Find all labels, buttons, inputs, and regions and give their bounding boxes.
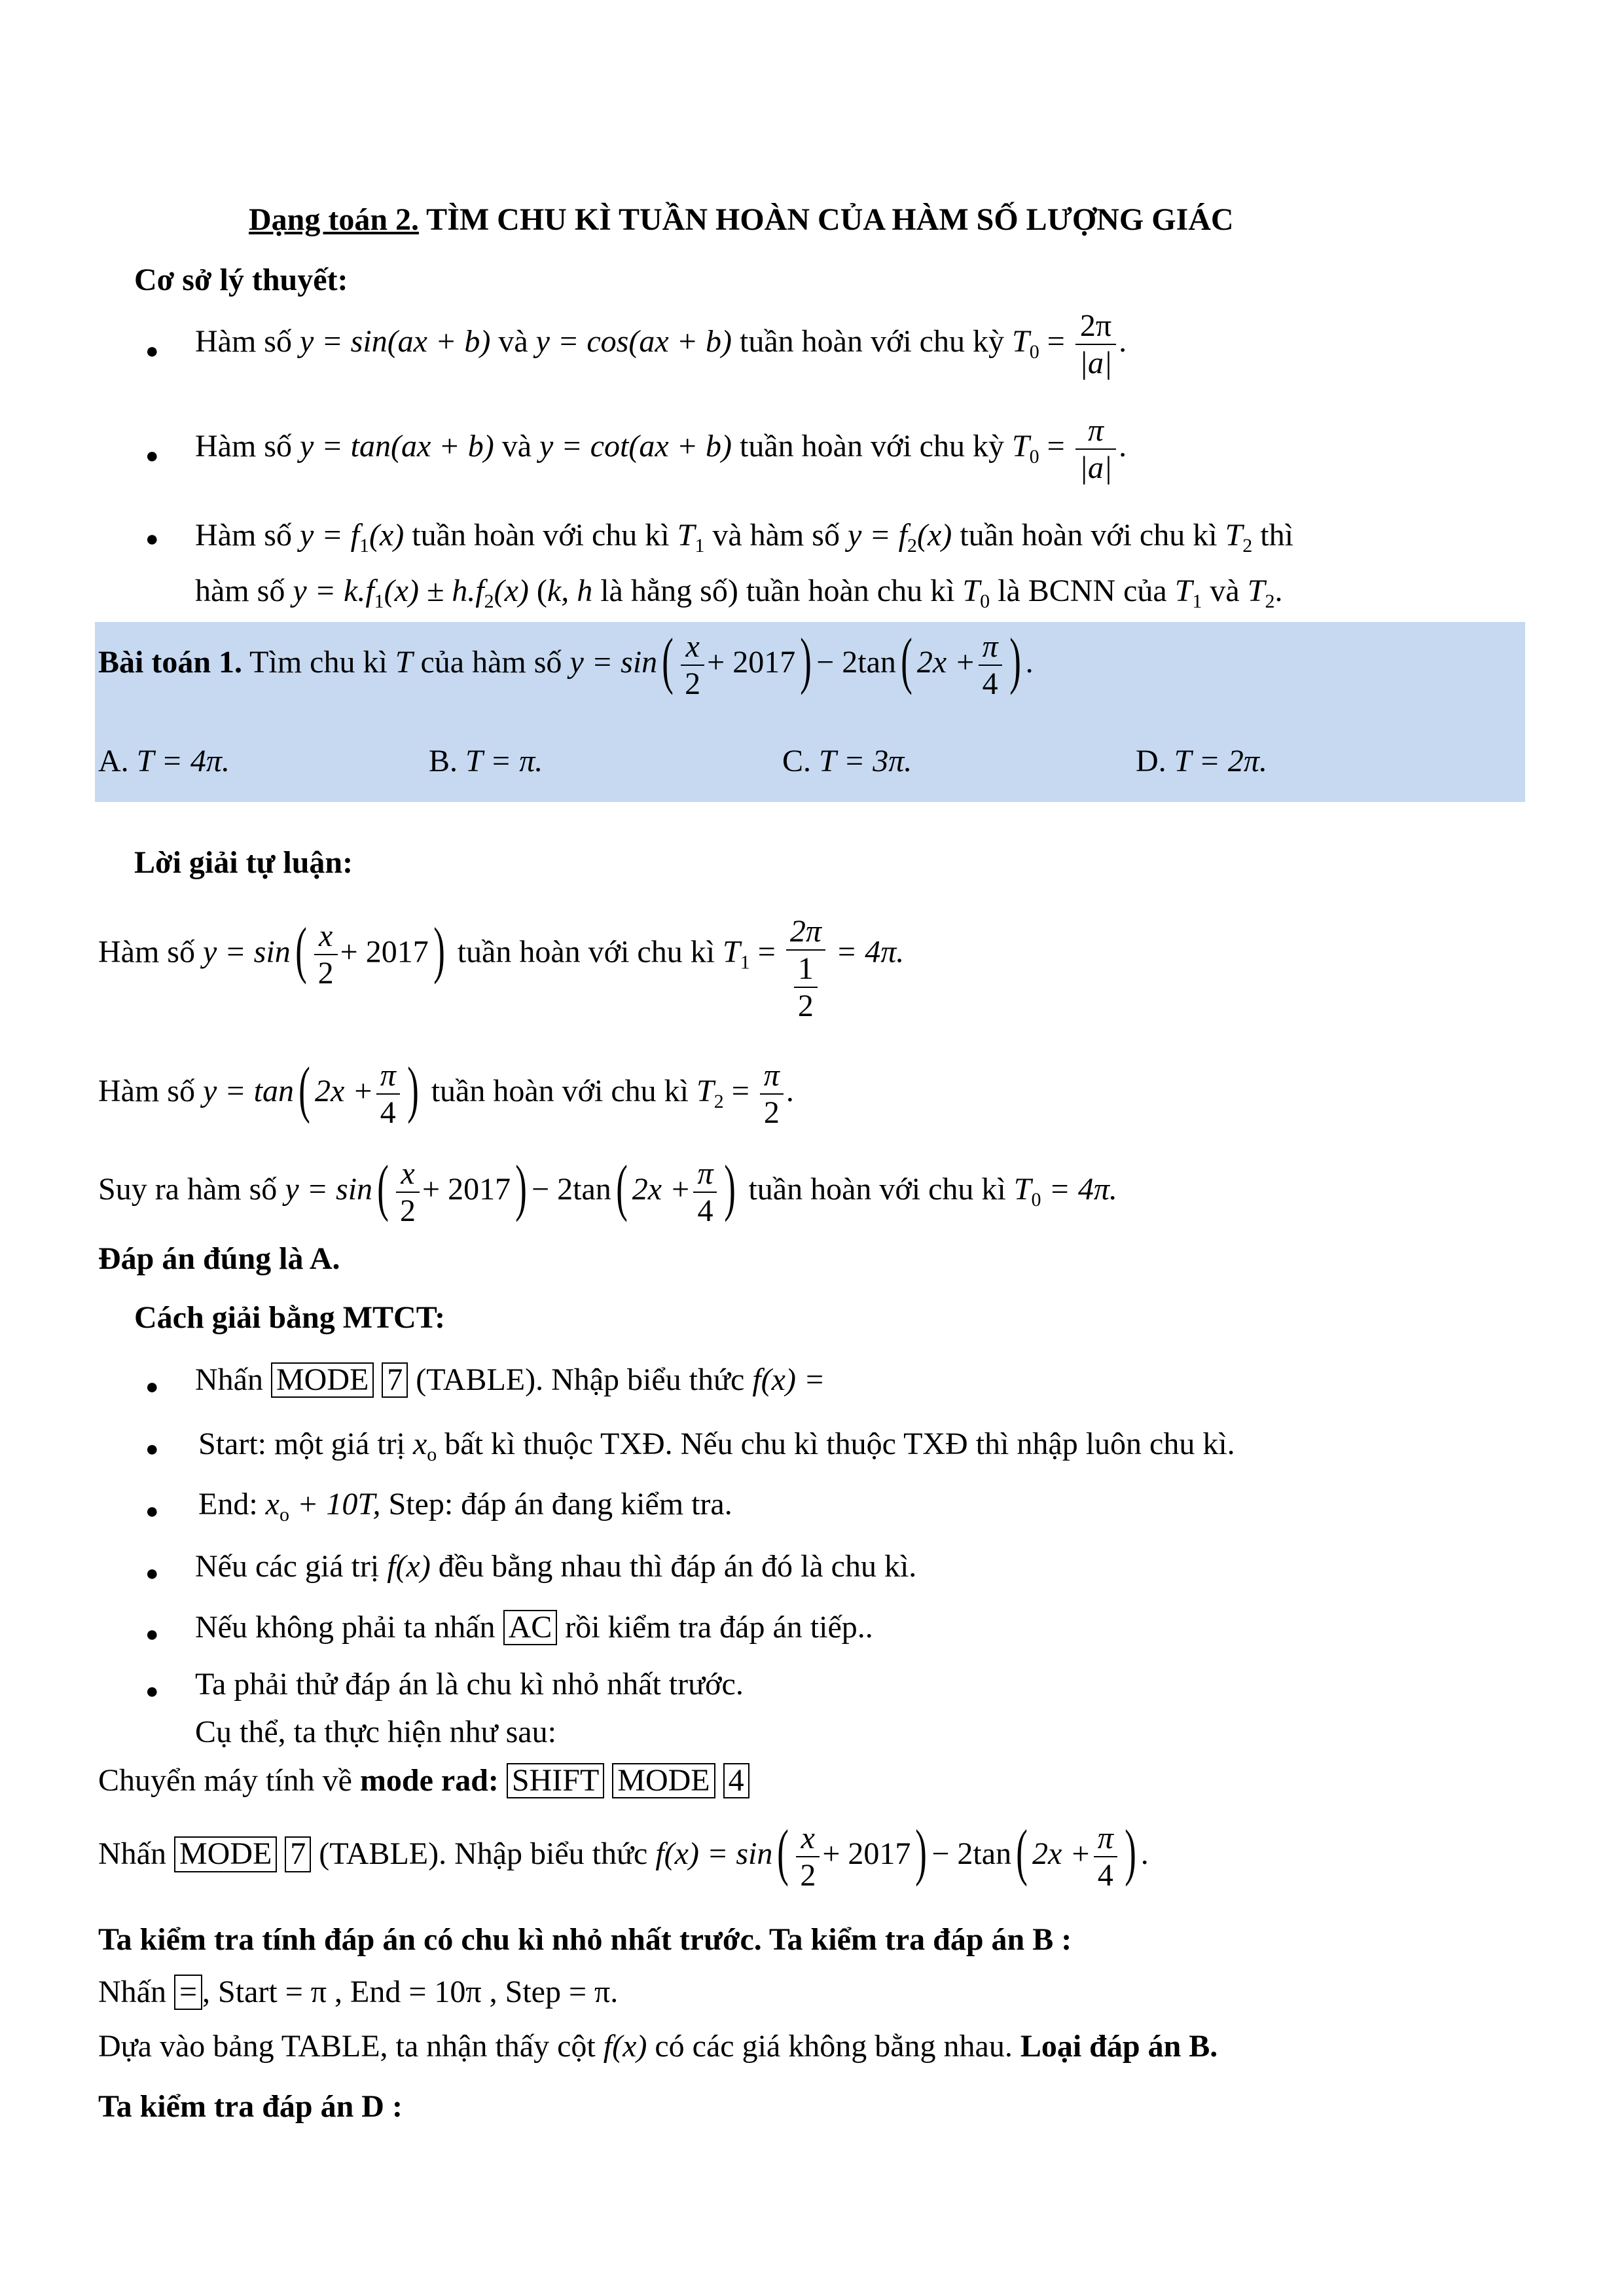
subscript: 2 xyxy=(484,591,494,612)
mode-key: MODE xyxy=(612,1763,715,1798)
bullet-icon: ● xyxy=(145,1499,159,1523)
bullet-icon: ● xyxy=(145,1375,159,1399)
numerator: π xyxy=(982,629,998,664)
right-paren: ) xyxy=(433,915,445,985)
text: và xyxy=(501,429,539,464)
equals-key: = xyxy=(174,1975,202,2010)
text: tuần hoàn với chu kì xyxy=(748,1172,1014,1207)
solution-line-2 xyxy=(98,1054,794,1131)
text: ( xyxy=(536,574,547,608)
math: T xyxy=(696,1074,714,1109)
problem-statement xyxy=(98,625,1034,702)
left-paren: ( xyxy=(377,1152,389,1223)
right-paren: ) xyxy=(915,1817,928,1887)
calc-heading: Cách giải bằng MTCT: xyxy=(134,1300,446,1335)
solution-line-1 xyxy=(98,913,904,1025)
mode-rad-line xyxy=(98,1762,749,1798)
left-paren: ( xyxy=(901,625,912,696)
theory-bullet-2 xyxy=(195,412,1127,486)
text: và xyxy=(1210,574,1248,608)
text: (TABLE). Nhập biểu thức xyxy=(311,1836,656,1872)
bullet-icon: ● xyxy=(145,1437,159,1461)
numerator: x xyxy=(319,919,333,954)
mode-key: MODE xyxy=(174,1836,277,1872)
text: = xyxy=(1039,324,1073,359)
text: . xyxy=(1025,645,1034,680)
math: (x) xyxy=(494,574,529,608)
option-value: T = 2π. xyxy=(1174,744,1267,778)
denominator: 2 xyxy=(760,1093,784,1131)
text: . xyxy=(785,1074,794,1109)
text: Nhấn xyxy=(98,1975,174,2009)
bullet-icon: ● xyxy=(145,444,159,468)
fraction xyxy=(1094,1820,1117,1893)
text: tuần hoàn với chu kì xyxy=(412,518,677,553)
denominator: 2 xyxy=(796,1856,820,1893)
option-letter: B. xyxy=(429,744,458,778)
theory-bullet-1 xyxy=(195,308,1127,381)
right-paren: ) xyxy=(1124,1817,1136,1887)
subscript: 2 xyxy=(1242,535,1253,556)
math: T xyxy=(1013,1172,1032,1207)
denominator: |a| xyxy=(1075,448,1116,486)
math: T xyxy=(723,934,740,970)
math: − 2tan xyxy=(816,645,896,680)
subscript: o xyxy=(279,1504,289,1525)
denominator: 4 xyxy=(376,1093,400,1131)
math: 2x + xyxy=(314,1074,374,1109)
math: + 2017 xyxy=(822,1836,911,1872)
calc-bullet-6 xyxy=(195,1666,744,1702)
subscript: 1 xyxy=(740,951,750,974)
math: 2x + xyxy=(916,645,976,680)
right-paren: ) xyxy=(1009,625,1021,696)
numerator: π xyxy=(697,1156,713,1191)
text: rồi kiểm tra đáp án tiếp.. xyxy=(557,1610,873,1645)
option-b[interactable] xyxy=(429,743,543,779)
denominator: 2 xyxy=(794,987,818,1024)
key-7: 7 xyxy=(285,1836,311,1872)
text: . xyxy=(1274,574,1283,608)
text: (TABLE). Nhập biểu thức xyxy=(408,1362,753,1397)
math: y = tan(ax + b) xyxy=(299,429,494,464)
calc-bullet-2 xyxy=(198,1426,1235,1467)
start-end-line xyxy=(98,1974,618,2010)
fraction xyxy=(796,1820,820,1893)
numerator: 1 xyxy=(797,951,814,987)
fraction xyxy=(794,951,818,1024)
right-paren: ) xyxy=(800,625,812,696)
math: y = k.f xyxy=(293,574,374,608)
option-value: T = π. xyxy=(465,744,543,778)
subscript: 2 xyxy=(713,1091,724,1113)
math: T xyxy=(1247,574,1265,608)
text: = xyxy=(1039,429,1073,464)
math: + 2017 xyxy=(707,645,796,680)
denominator: 2 xyxy=(314,954,338,991)
calc-bullet-6-continued: Cụ thể, ta thực hiện như sau: xyxy=(195,1715,556,1749)
text: . xyxy=(1119,324,1127,359)
fraction xyxy=(1075,412,1116,486)
text: Tìm chu kì xyxy=(242,645,395,680)
math: + 2017 xyxy=(340,934,429,970)
text: , Start = π , End = 10π , Step = π. xyxy=(202,1975,619,2009)
text: Chuyển máy tính về xyxy=(98,1763,360,1798)
text: Nếu không phải ta nhấn xyxy=(195,1610,503,1645)
calc-bullet-5 xyxy=(195,1609,873,1645)
correct-answer: Đáp án đúng là A. xyxy=(98,1241,340,1276)
text: Step: đáp án đang kiểm tra. xyxy=(380,1487,732,1522)
right-paren: ) xyxy=(515,1152,527,1223)
option-d[interactable] xyxy=(1136,743,1267,779)
math: T xyxy=(1011,429,1030,464)
denominator: 4 xyxy=(693,1192,717,1229)
left-paren: ( xyxy=(298,1054,310,1125)
bullet-icon: ● xyxy=(145,1561,159,1586)
left-paren: ( xyxy=(295,915,307,985)
math: 2x + xyxy=(1032,1836,1091,1872)
title-text: TÌM CHU KÌ TUẦN HOÀN CỦA HÀM SỐ LƯỢNG GIÁC xyxy=(419,202,1234,237)
right-paren: ) xyxy=(724,1152,736,1223)
bullet-icon: ● xyxy=(145,1622,159,1647)
key-7: 7 xyxy=(382,1362,408,1398)
fraction xyxy=(979,629,1002,702)
math: T xyxy=(962,574,981,608)
math: T xyxy=(1011,324,1030,359)
calc-bullet-1 xyxy=(195,1362,825,1398)
math: k, h xyxy=(547,574,593,608)
option-value: T = 4π. xyxy=(136,744,230,778)
math: y = f xyxy=(299,518,360,553)
numerator: x xyxy=(801,1821,815,1855)
text: Hàm số xyxy=(98,934,203,970)
numerator: 2π xyxy=(1079,308,1112,343)
text: Hàm số xyxy=(195,429,300,464)
fraction xyxy=(681,629,704,702)
option-value: T = 3π. xyxy=(819,744,912,778)
text: Nhấn xyxy=(195,1362,271,1397)
math: y = f xyxy=(847,518,907,553)
math: f(x) xyxy=(387,1549,431,1584)
theory-bullet-3-line-1 xyxy=(195,517,1293,558)
math: y = sin(ax + b) xyxy=(299,324,491,359)
bullet-icon: ● xyxy=(145,527,159,551)
solution-heading: Lời giải tự luận: xyxy=(134,845,353,880)
numerator: π xyxy=(763,1058,780,1093)
bullet-icon: ● xyxy=(145,1679,159,1704)
text: Dựa vào bảng TABLE, ta nhận thấy cột xyxy=(98,2029,604,2064)
math: (x) ± h.f xyxy=(384,574,484,608)
numerator: x xyxy=(401,1156,415,1191)
fraction xyxy=(396,1156,420,1229)
denominator: 4 xyxy=(979,665,1002,702)
math: y = cos(ax + b) xyxy=(535,324,732,359)
bullet-icon: ● xyxy=(145,339,159,363)
denominator: 2 xyxy=(681,665,704,702)
right-paren: ) xyxy=(406,1054,419,1125)
text: đều bằng nhau thì đáp án đó là chu kì. xyxy=(430,1549,917,1584)
subscript: 2 xyxy=(1265,591,1275,612)
text: Nếu các giá trị xyxy=(195,1549,388,1584)
math: y = sin xyxy=(202,934,291,970)
text: Nhấn xyxy=(98,1836,174,1872)
subscript: 0 xyxy=(1031,1189,1041,1211)
text: tuần hoàn với chu kỳ xyxy=(740,324,1012,359)
text: Hàm số xyxy=(195,518,300,553)
text: End: xyxy=(198,1487,266,1522)
math: x xyxy=(412,1427,427,1461)
table-result-line xyxy=(98,2028,1218,2064)
left-paren: ( xyxy=(1016,1817,1028,1887)
left-paren: ( xyxy=(662,625,674,696)
subscript: 1 xyxy=(695,535,705,556)
text: hàm số xyxy=(195,574,293,608)
math: − 2tan xyxy=(931,1836,1012,1872)
option-c[interactable] xyxy=(782,743,912,779)
text: Hàm số xyxy=(195,324,300,359)
math: f(x) xyxy=(603,2029,647,2064)
math: f(x) = xyxy=(752,1362,825,1397)
fraction xyxy=(376,1057,400,1131)
numerator: π xyxy=(380,1058,396,1093)
fraction xyxy=(760,1057,784,1131)
math: y = cot(ax + b) xyxy=(539,429,732,464)
left-paren: ( xyxy=(777,1817,789,1887)
left-paren: ( xyxy=(615,1152,628,1223)
press-mode-line xyxy=(98,1817,1149,1893)
math: f(x) = sin xyxy=(655,1836,773,1872)
math: (x) xyxy=(369,518,405,553)
math: = 4π. xyxy=(1041,1172,1117,1207)
mode-key: MODE xyxy=(271,1362,374,1398)
text: tuần hoàn với chu kì xyxy=(431,1074,697,1109)
theory-bullet-3-line-2 xyxy=(195,573,1282,613)
subscript: 0 xyxy=(1029,341,1039,363)
subscript: 1 xyxy=(1192,591,1202,612)
text: tuần hoàn với chu kì xyxy=(457,934,723,970)
title-prefix: Dạng toán 2. xyxy=(249,202,420,237)
subscript: 0 xyxy=(1029,446,1039,468)
math: y = sin xyxy=(285,1172,373,1207)
denominator: |a| xyxy=(1075,344,1116,381)
denominator xyxy=(786,949,825,1024)
subscript: 1 xyxy=(374,591,384,612)
fraction xyxy=(693,1156,717,1229)
math: x xyxy=(265,1487,280,1522)
key-4: 4 xyxy=(723,1763,749,1798)
denominator: 2 xyxy=(396,1192,420,1229)
calc-bullet-4 xyxy=(195,1548,916,1584)
math: − 2tan xyxy=(532,1172,611,1207)
text: . xyxy=(1140,1836,1149,1872)
calc-bullet-3 xyxy=(198,1486,732,1527)
math: + 10T, xyxy=(289,1487,381,1522)
solution-line-3 xyxy=(98,1152,1117,1229)
bold-text: mode rad: xyxy=(359,1763,499,1798)
text: bất kì thuộc TXĐ. Nếu chu kì thuộc TXĐ thì nhập luôn chu kì. xyxy=(437,1427,1235,1461)
text: của hàm số xyxy=(412,645,570,680)
subscript: 0 xyxy=(980,591,990,612)
subscript: 2 xyxy=(907,535,917,556)
text: Hàm số xyxy=(98,1074,203,1109)
shift-key: SHIFT xyxy=(507,1763,604,1798)
math: T xyxy=(1225,518,1243,553)
text: tuần hoàn với chu kì xyxy=(960,518,1225,553)
fraction xyxy=(786,913,825,1025)
math: = 4π. xyxy=(827,934,905,970)
text: = xyxy=(723,1074,757,1109)
check-smallest-line: Ta kiểm tra tính đáp án có chu kì nhỏ nhất trước. Ta kiểm tra đáp án B : xyxy=(98,1922,1072,1957)
math: + 2017 xyxy=(422,1172,511,1207)
fraction xyxy=(1075,308,1116,381)
subscript: o xyxy=(427,1444,437,1465)
text: là BCNN của xyxy=(998,574,1175,608)
ac-key: AC xyxy=(503,1610,558,1645)
text: và hàm số xyxy=(712,518,848,553)
numerator: 2π xyxy=(789,914,821,949)
option-letter: A. xyxy=(98,744,129,778)
subscript: 1 xyxy=(359,535,370,556)
math: 2x + xyxy=(632,1172,691,1207)
option-letter: D. xyxy=(1136,744,1166,778)
numerator: x xyxy=(685,629,700,664)
math: (x) xyxy=(916,518,952,553)
math: T xyxy=(677,518,695,553)
numerator: π xyxy=(1087,413,1104,448)
check-d-line: Ta kiểm tra đáp án D : xyxy=(98,2089,403,2124)
option-a[interactable] xyxy=(98,743,230,779)
bold-text: Loại đáp án B. xyxy=(1020,2029,1218,2064)
math: y = tan xyxy=(202,1074,295,1109)
text: Start: một giá trị xyxy=(198,1427,413,1461)
fraction xyxy=(314,918,338,991)
text: Suy ra hàm số xyxy=(98,1172,285,1207)
math: y = sin xyxy=(569,645,658,680)
text: = xyxy=(749,934,784,970)
theory-heading: Cơ sở lý thuyết: xyxy=(134,263,348,297)
text: tuần hoàn với chu kỳ xyxy=(740,429,1012,464)
text: . xyxy=(1119,429,1127,464)
math: T xyxy=(1174,574,1193,608)
text: là hằng số) tuần hoàn chu kì xyxy=(592,574,963,608)
math: T xyxy=(395,645,413,680)
text: thì xyxy=(1252,518,1293,553)
page-title xyxy=(249,202,1234,238)
option-letter: C. xyxy=(782,744,812,778)
problem-label: Bài toán 1. xyxy=(98,645,243,680)
text: và xyxy=(498,324,536,359)
numerator: π xyxy=(1097,1821,1113,1855)
text: Ta phải thử đáp án là chu kì nhỏ nhất trước. xyxy=(195,1667,744,1702)
text: có các giá không bằng nhau. xyxy=(647,2029,1020,2064)
denominator: 4 xyxy=(1094,1856,1117,1893)
